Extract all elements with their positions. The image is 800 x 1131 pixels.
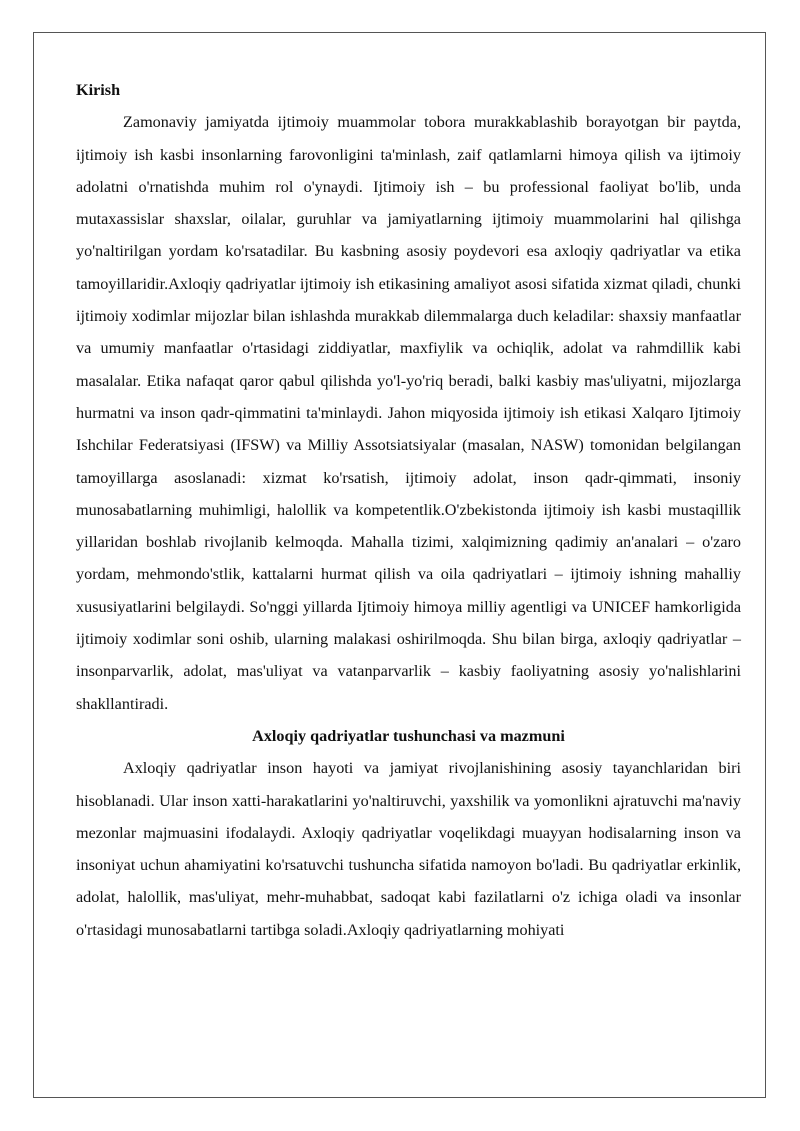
moral-values-paragraph: Axloqiy qadriyatlar inson hayoti va jamiyat rivojlanishining asosiy tayanchlaridan biri hisoblanadi. Ular inson xatti-harakatlarini yo'naltiruvchi, yaxshilik va yomonlikni ajratuvchi ma'naviy mezonlar majmuasini ifodalaydi. Axloqiy qadriyatlar voqelikdagi muayyan hodisalarning inson va insoniyat uchun ahamiyatini ko'rsatuvchi tushuncha sifatida namoyon bo'ladi. Bu qadriyatlar erkinlik, adolat, halollik, mas'uliyat, mehr-muhabbat, sadoqat kabi fazilatlarni o'z ichiga oladi va insonlar o'rtasidagi munosabatlarni tartibga soladi.Axloqiy qadriyatlarning mohiyati	[76, 759, 741, 939]
section-heading-introduction: Kirish	[76, 81, 121, 99]
section-heading-moral-values: Axloqiy qadriyatlar tushunchasi va mazmuni	[252, 726, 565, 745]
document-body	[76, 74, 741, 946]
introduction-paragraph: Zamonaviy jamiyatda ijtimoiy muammolar tobora murakkablashib borayotgan bir paytda, ijtimoiy ish kasbi insonlarning farovonligini ta'minlash, zaif qatlamlarni himoya qilish va ijtimoiy adolatni o'rnatishda muhim rol o'ynaydi. Ijtimoiy ish – bu professional faoliyat bo'lib, unda mutaxassislar shaxslar, oilalar, guruhlar va jamiyatlarning ijtimoiy muammolarini hal qilishga yo'naltirilgan yordam ko'rsatadilar. Bu kasbning asosiy poydevori esa axloqiy qadriyatlar va etika tamoyillaridir.Axloqiy qadriyatlar ijtimoiy ish etikasining amaliyot asosi sifatida xizmat qiladi, chunki ijtimoiy xodimlar mijozlar bilan ishlashda murakkab dilemmalarga duch keladilar: shaxsiy manfaatlar va umumiy manfaatlar o'rtasidagi ziddiyatlar, maxfiylik va ochiqlik, adolat va rahmdillik kabi masalalar. Etika nafaqat qaror qabul qilishda yo'l-yo'riq beradi, balki kasbiy mas'uliyatni, mijozlarga hurmatni va inson qadr-qimmatini ta'minlaydi. Jahon miqyosida ijtimoiy ish etikasi Xalqaro Ijtimoiy Ishchilar Federatsiyasi (IFSW) va Milliy Assotsiatsiyalar (masalan, NASW) tomonidan belgilangan tamoyillarga asoslanadi: xizmat ko'rsatish, ijtimoiy adolat, inson qadr-qimmati, insoniy munosabatlarning muhimligi, halollik va kompetentlik.O'zbekistonda ijtimoiy ish kasbi mustaqillik yillaridan boshlab rivojlanib kelmoqda. Mahalla tizimi, xalqimizning qadimiy an'analari – o'zaro yordam, mehmondo'stlik, kattalarni hurmat qilish va oila qadriyatlari – ijtimoiy ishning mahalliy xususiyatlarini belgilaydi. So'nggi yillarda Ijtimoiy himoya milliy agentligi va UNICEF hamkorligida ijtimoiy xodimlar soni oshib, ularning malakasi oshirilmoqda. Shu bilan birga, axloqiy qadriyatlar – insonparvarlik, adolat, mas'uliyat va vatanparvarlik – kasbiy faoliyatning asosiy yo'nalishlarini shakllantiradi.	[76, 113, 741, 713]
